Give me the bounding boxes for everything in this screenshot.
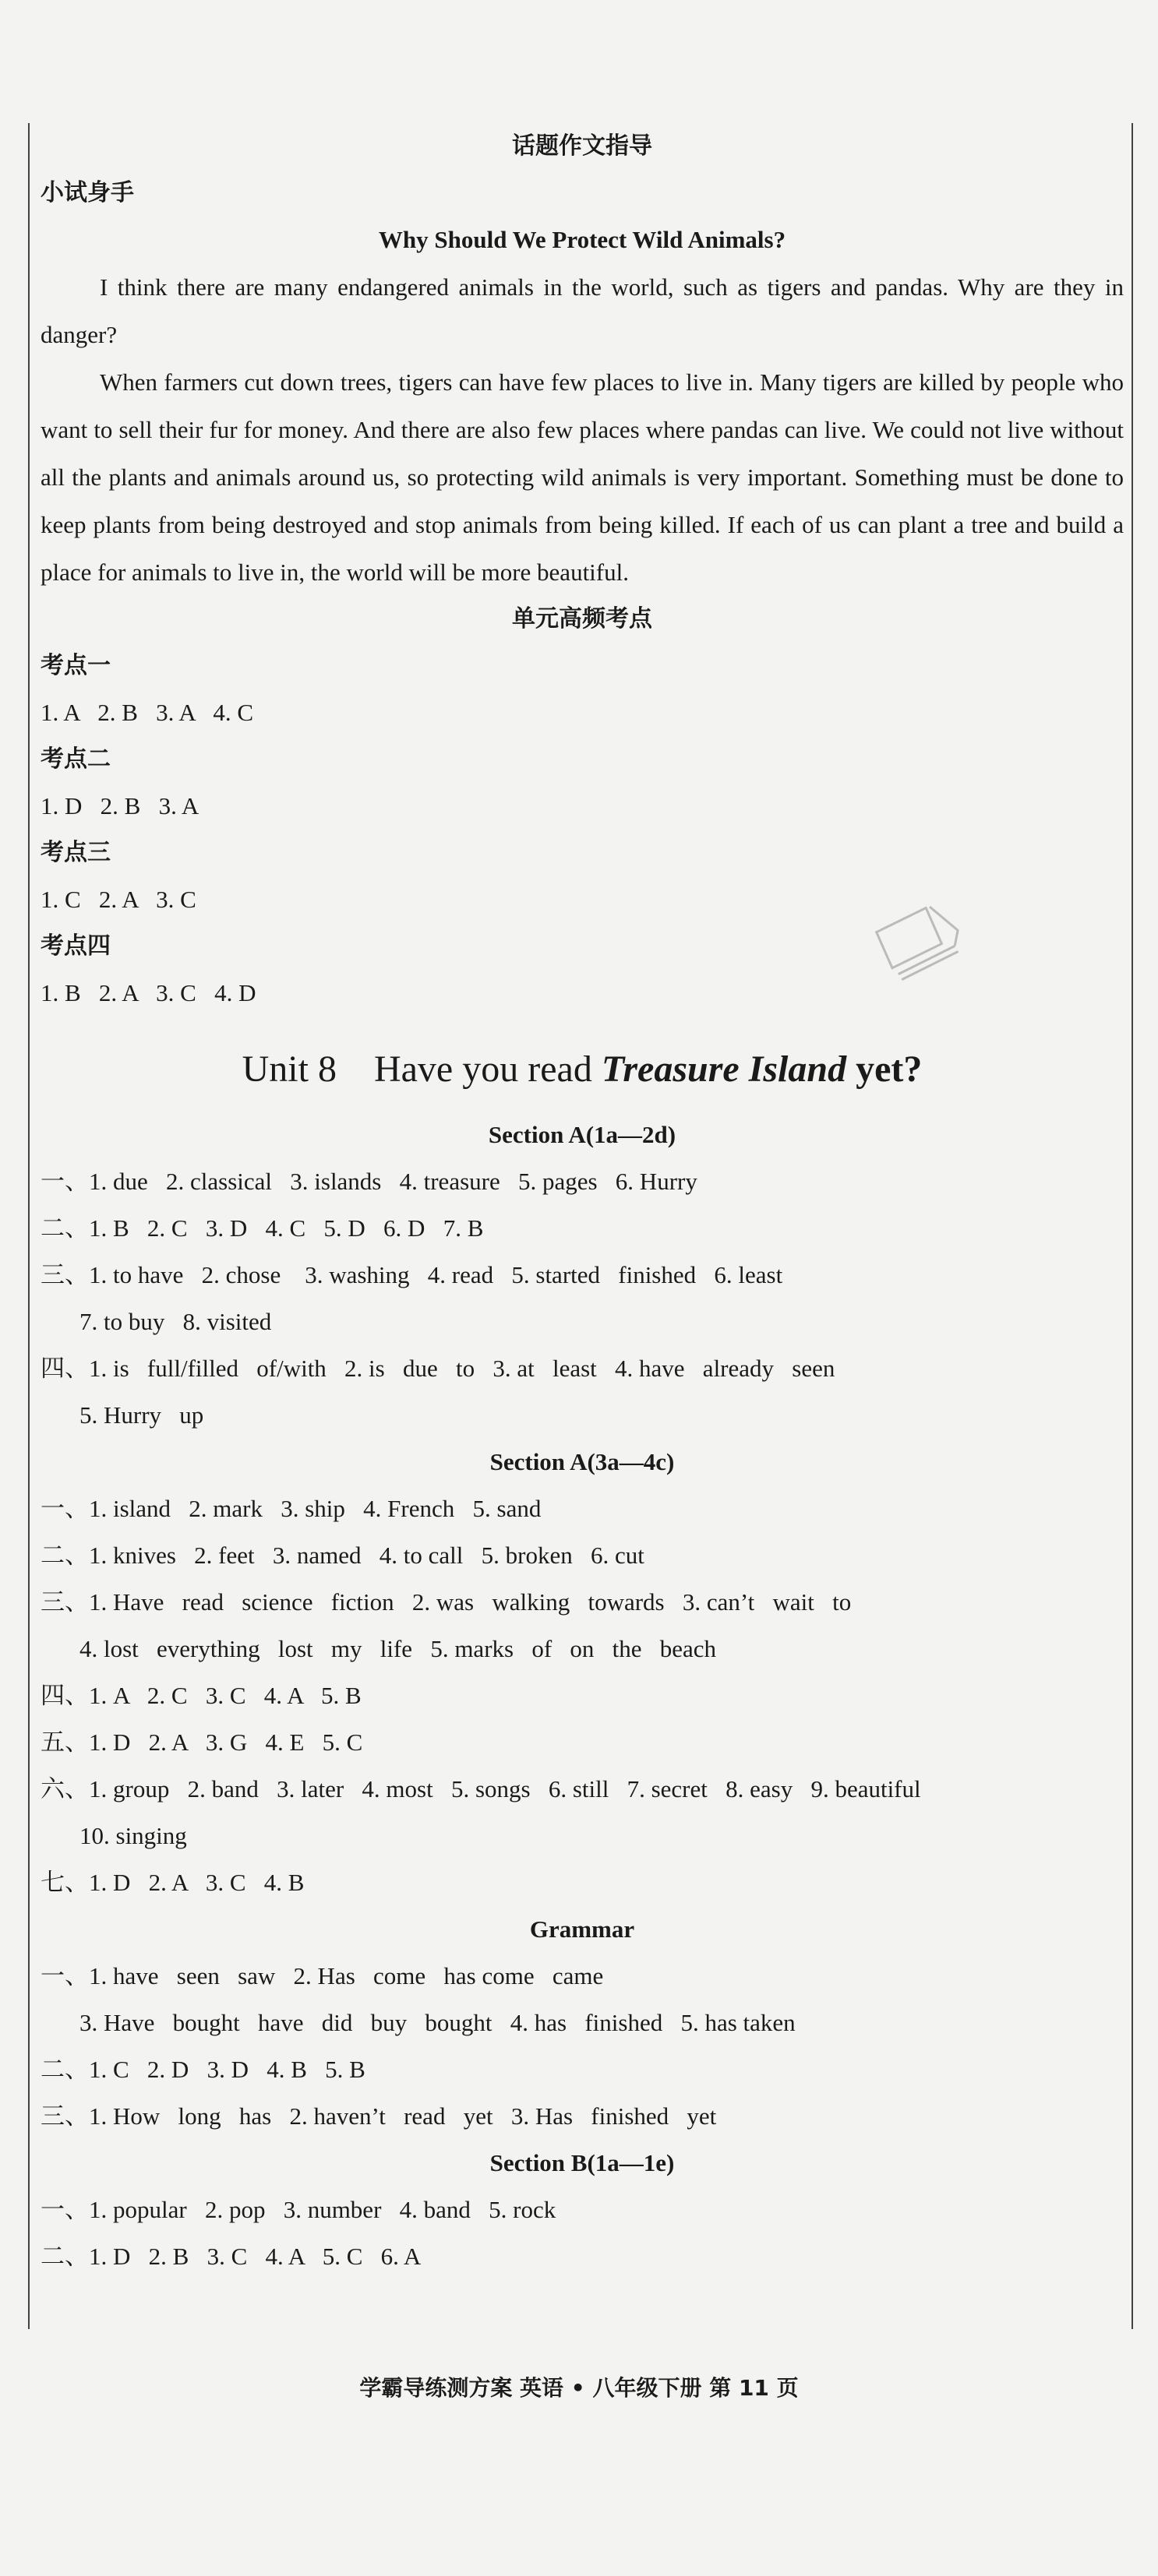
- section-a1-title: Section A(1a—2d): [488, 1121, 676, 1148]
- topic-subheading: 小试身手: [41, 179, 134, 206]
- kaodian-4-label: 考点四: [41, 932, 111, 960]
- page-footer: 学霸导练测方案 英语 • 八年级下册 第 11 页: [359, 2375, 799, 2401]
- section-a2-title: Section A(3a—4c): [489, 1448, 675, 1475]
- unit-title-suffix: yet?: [846, 1048, 923, 1090]
- unit-title: [41, 1027, 1124, 1112]
- grammar-line-2: 3. Have bought have did buy bought 4. has finished 5. has taken: [79, 2009, 796, 2036]
- watermark-stamp-icon: [865, 896, 974, 981]
- answer-page: [41, 123, 1124, 2280]
- kaodian-2-label: 考点二: [41, 745, 111, 773]
- kaodian-2-answers: 1. D 2. B 3. A: [41, 792, 199, 819]
- section-a1-line-2: 二、1. B 2. C 3. D 4. C 5. D 6. D 7. B: [41, 1214, 484, 1242]
- essay-title: Why Should We Protect Wild Animals?: [378, 226, 786, 253]
- kaodian-1-label: 考点一: [41, 652, 111, 679]
- section-b1-title: Section B(1a—1e): [489, 2149, 675, 2176]
- grammar-title: Grammar: [529, 1915, 635, 1943]
- section-a2-line-1: 一、1. island 2. mark 3. ship 4. French 5. sand: [41, 1495, 542, 1522]
- section-a1-line-1: 一、1. due 2. classical 3. islands 4. treasure 5. pages 6. Hurry: [41, 1168, 697, 1195]
- section-a2-line-2: 二、1. knives 2. feet 3. named 4. to call 5. broken 6. cut: [41, 1542, 644, 1569]
- section-a2-line-6: 五、1. D 2. A 3. G 4. E 5. C: [41, 1728, 363, 1756]
- section-a2-line-7: 六、1. group 2. band 3. later 4. most 5. songs 6. still 7. secret 8. easy 9. beautiful: [41, 1775, 921, 1802]
- section-a1-line-3: 三、1. to have 2. chose 3. washing 4. read 5. started finished 6. least: [41, 1261, 783, 1288]
- unit-review-heading: 单元高频考点: [512, 605, 652, 633]
- unit-title-prefix: Unit 8 Have you read: [242, 1048, 602, 1090]
- topic-heading: 话题作文指导: [512, 132, 652, 160]
- grammar-line-3: 二、1. C 2. D 3. D 4. B 5. B: [41, 2056, 365, 2083]
- section-a1-line-6: 5. Hurry up: [79, 1401, 204, 1429]
- grammar-line-1: 一、1. have seen saw 2. Has come has come came: [41, 1962, 604, 1989]
- kaodian-3-answers: 1. C 2. A 3. C: [41, 886, 196, 913]
- essay-paragraph-2: When farmers cut down trees, tigers can have few places to live in. Many tigers are killed by people who want to sell their fur for money. And there are also few places where pandas can live. We could not live without all the plants and animals around us, so protecting wild animals is very important. Something must be done to keep plants from being destroyed and stop animals from being killed. If each of us can plant a tree and build a place for animals to live in, the world will be more beautiful.: [41, 368, 1124, 586]
- section-a2-line-3: 三、1. Have read science fiction 2. was walking towards 3. can’t wait to: [41, 1588, 852, 1616]
- section-a2-line-4: 4. lost everything lost my life 5. marks of on the beach: [79, 1635, 717, 1662]
- section-b1-line-1: 一、1. popular 2. pop 3. number 4. band 5. rock: [41, 2196, 556, 2223]
- section-a2-line-8: 10. singing: [79, 1822, 187, 1849]
- section-a1-line-4: 7. to buy 8. visited: [79, 1308, 272, 1335]
- unit-title-book: Treasure Island: [601, 1048, 847, 1090]
- section-a2-line-9: 七、1. D 2. A 3. C 4. B: [41, 1869, 305, 1896]
- grammar-line-4: 三、1. How long has 2. haven’t read yet 3. Has finished yet: [41, 2102, 717, 2130]
- section-b1-line-2: 二、1. D 2. B 3. C 4. A 5. C 6. A: [41, 2243, 422, 2270]
- kaodian-4-answers: 1. B 2. A 3. C 4. D: [41, 979, 256, 1006]
- section-a1-line-5: 四、1. is full/filled of/with 2. is due to 3. at least 4. have already seen: [41, 1355, 835, 1382]
- kaodian-3-label: 考点三: [41, 839, 111, 866]
- kaodian-1-answers: 1. A 2. B 3. A 4. C: [41, 699, 254, 726]
- section-a2-line-5: 四、1. A 2. C 3. C 4. A 5. B: [41, 1682, 362, 1709]
- essay-paragraph-1: I think there are many endangered animals in the world, such as tigers and pandas. Why are they in danger?: [41, 273, 1124, 348]
